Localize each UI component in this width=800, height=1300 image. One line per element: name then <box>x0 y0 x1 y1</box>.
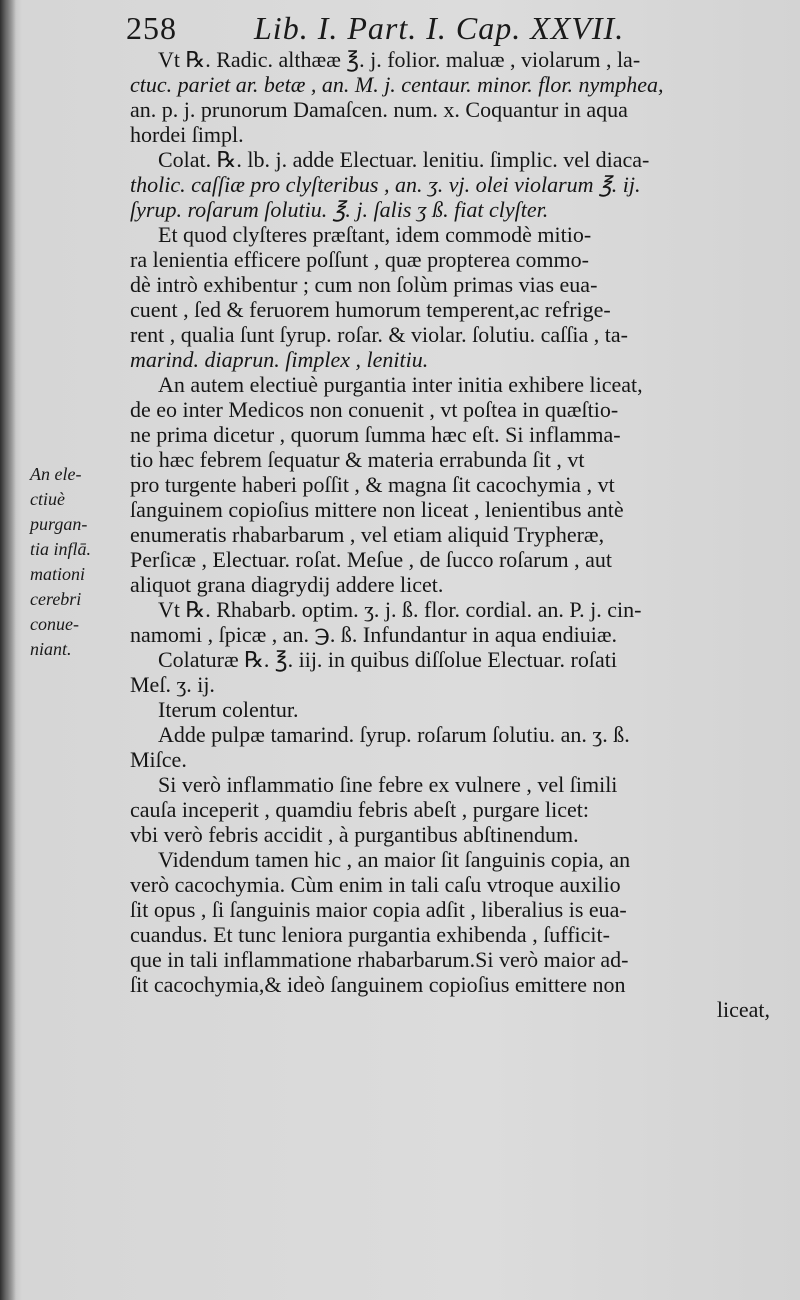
text-line: liceat, <box>716 997 770 1022</box>
text-line: verò cacochymia. Cùm enim in tali caſu vtroque auxilio <box>130 872 621 897</box>
text-line: cuent , ſed & feruorem humorum temperent,ac refrige- <box>130 297 611 322</box>
text-line: Colaturæ ℞. ℥. iij. in quibus diſſolue Electuar. roſati <box>158 647 617 672</box>
text-line: Iterum colentur. <box>158 697 299 722</box>
text-line: Si verò inflammatio ſine febre ex vulnere , vel ſimili <box>158 772 618 797</box>
text-line: Perſicæ , Electuar. roſat. Meſue , de ſucco roſarum , aut <box>130 547 613 572</box>
text-line: ctuc. pariet ar. betæ , an. M. j. centaur. minor. flor. nymphea, <box>130 72 664 97</box>
text-line: cauſa inceperit , quamdiu febris abeſt , purgare licet: <box>130 797 589 822</box>
text-line: hordei ſimpl. <box>130 122 244 147</box>
text-line: namomi , ſpicæ , an. ℈. ß. Infundantur in aqua endiuiæ. <box>130 622 618 647</box>
text-line: enumeratis rhabarbarum , vel etiam aliquid Trypheræ, <box>130 522 605 547</box>
text-line: Adde pulpæ tamarind. ſyrup. roſarum ſolutiu. an. ʒ. ß. <box>158 722 630 747</box>
page-number: 258 <box>126 10 177 46</box>
text-line: ſit cacochymia,& ideò ſanguinem copioſius emittere non <box>130 972 626 997</box>
text-line: pro turgente haberi poſſit , & magna ſit cacochymia , vt <box>130 472 615 497</box>
page-gutter <box>0 0 16 1300</box>
text-line: de eo inter Medicos non conuenit , vt poſtea in quæſtio- <box>130 397 619 422</box>
text-line: An autem electiuè purgantia inter initia exhibere liceat, <box>158 372 643 397</box>
marginal-note-line: purgan- <box>30 514 88 534</box>
marginal-note-line: mationi <box>30 564 86 584</box>
text-line: ſyrup. roſarum ſolutiu. ℥. j. ſalis ʒ ß. fiat clyſter. <box>130 197 549 222</box>
text-line: an. p. j. prunorum Damaſcen. num. x. Coquantur in aqua <box>130 97 628 122</box>
text-line: tio hæc febrem ſequatur & materia errabunda ſit , vt <box>130 447 585 472</box>
text-line: aliquot grana diagrydij addere licet. <box>130 572 444 597</box>
text-line: ſanguinem copioſius mittere non liceat , lenientibus antè <box>130 497 624 522</box>
marginal-note-line: ctiuè <box>30 489 65 509</box>
text-line: Colat. ℞. lb. j. adde Electuar. lenitiu. ſimplic. vel diaca- <box>158 147 650 172</box>
text-line: vbi verò febris accidit , à purgantibus abſtinendum. <box>130 822 579 847</box>
text-line: rent , qualia ſunt ſyrup. roſar. & violar. ſolutiu. caſſia , ta- <box>130 322 628 347</box>
marginal-note <box>30 462 122 662</box>
running-head-title: Lib. I. Part. I. Cap. XXVII. <box>254 10 625 46</box>
text-line: Vt ℞. Radic. althææ ℥. j. folior. maluæ , violarum , la- <box>158 47 641 72</box>
body-text <box>130 47 770 1022</box>
text-line: que in tali inflammatione rhabarbarum.Si verò maior ad- <box>130 947 629 972</box>
text-line: dè intrò exhibentur ; cum non ſolùm primas vias eua- <box>130 272 598 297</box>
text-line: Miſce. <box>130 747 187 772</box>
text-line: Videndum tamen hic , an maior ſit ſanguinis copia, an <box>158 847 631 872</box>
marginal-note-line: cerebri <box>30 589 82 609</box>
marginal-note-line: conue- <box>30 614 79 634</box>
running-header <box>118 8 778 48</box>
text-line: Meſ. ʒ. ij. <box>130 672 215 697</box>
text-line: Et quod clyſteres præſtant, idem commodè mitio- <box>158 222 592 247</box>
marginal-note-line: niant. <box>30 639 72 659</box>
text-line: marind. diaprun. ſimplex , lenitiu. <box>130 347 429 372</box>
text-line: Vt ℞. Rhabarb. optim. ʒ. j. ß. flor. cordial. an. P. j. cin- <box>158 597 642 622</box>
marginal-note-line: tia inflā. <box>30 539 92 559</box>
marginal-note-line: An ele- <box>30 464 82 484</box>
text-line: ſit opus , ſi ſanguinis maior copia adſit , liberalius is eua- <box>130 897 627 922</box>
text-line: ra lenientia efficere poſſunt , quæ propterea commo- <box>130 247 589 272</box>
text-line: tholic. caſſiæ pro clyſteribus , an. ʒ. vj. olei violarum ℥. ij. <box>130 172 641 197</box>
text-line: cuandus. Et tunc leniora purgantia exhibenda , ſufficit- <box>130 922 610 947</box>
text-line: ne prima dicetur , quorum ſumma hæc eſt. Si inflamma- <box>130 422 621 447</box>
